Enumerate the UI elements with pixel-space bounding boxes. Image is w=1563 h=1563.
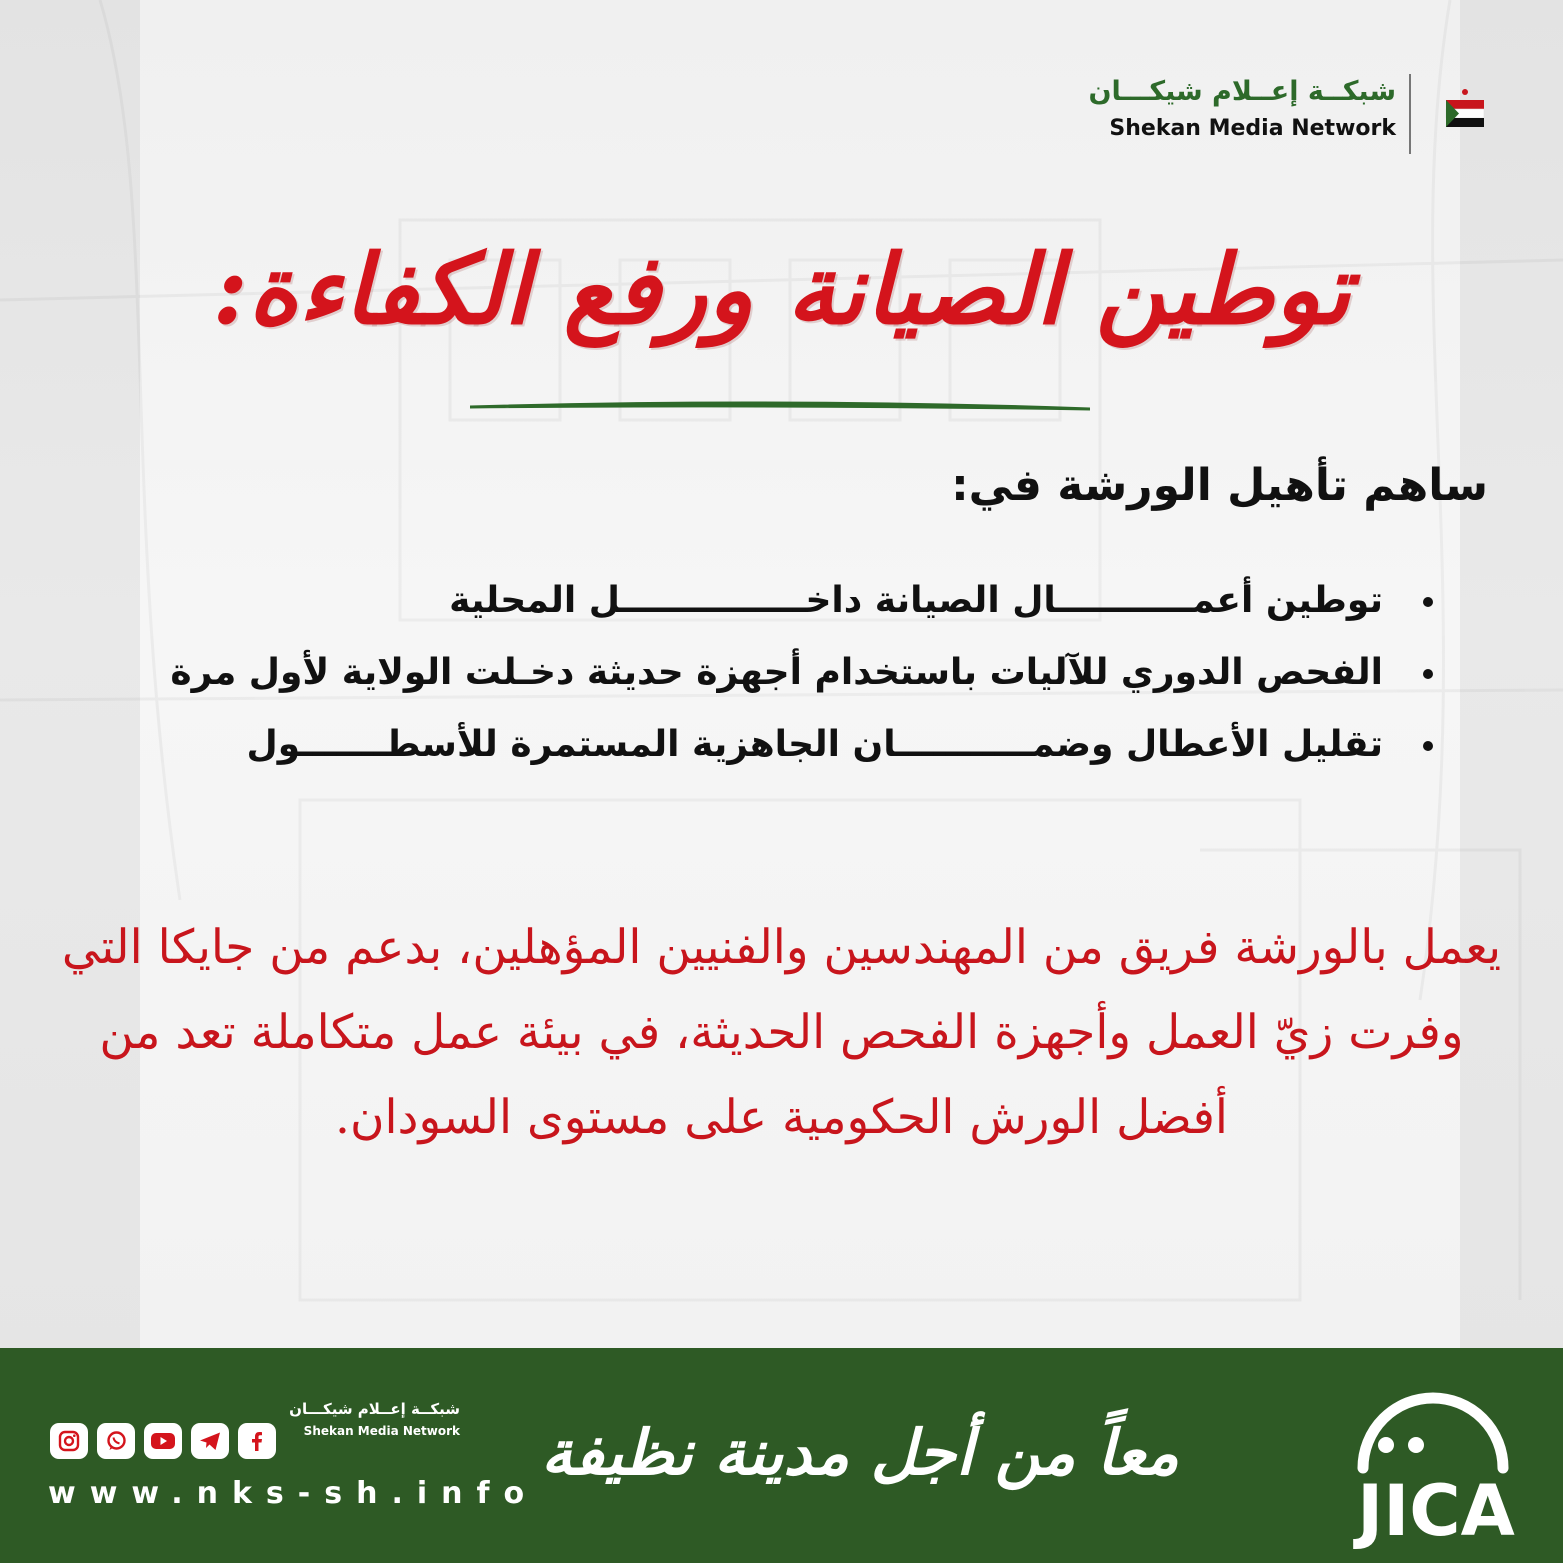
jica-logo-text: JICA [1357, 1470, 1515, 1552]
body-paragraph: يعمل بالورشة فريق من المهندسين والفنيين المؤهلين، بدعم من جايكا التي وفرت زيّ العمل وأجهزة الفحص الحديثة، في بيئة عمل متكاملة تعد من أفضل الورش الحكومية على مستوى السودان. [61, 920, 1502, 1145]
website-link[interactable]: www.nks-sh.info [48, 1476, 539, 1511]
bullet-list [170, 565, 1433, 781]
bullet-dot [1423, 597, 1433, 607]
headline: توطين الصيانة ورفع الكفاءة: [212, 233, 1351, 346]
bullet-dot [1423, 741, 1433, 751]
footer-brand-english: Shekan Media Network [303, 1424, 460, 1438]
list-item [170, 637, 1433, 709]
footer-brand [289, 1400, 460, 1438]
shekan-logo [1088, 70, 1528, 160]
title-underline [470, 400, 1090, 414]
bullet-dot [1423, 669, 1433, 679]
list-item [193, 709, 1433, 781]
footer-bar [0, 1348, 1563, 1563]
intro-text: ساهم تأهيل الورشة في: [951, 460, 1488, 511]
logo-brand-arabic: شبكــة إعــلام شيكـــان [1088, 76, 1396, 107]
facebook-icon[interactable] [238, 1423, 276, 1459]
footer-slogan: معاً من أجل مدينة نظيفة [541, 1416, 1179, 1489]
crescent-flag-icon [1413, 70, 1498, 160]
bullet-text: الفحص الدوري للآليات باستخدام أجهزة حديثة دخـلت الولاية لأول مرة [170, 652, 1383, 693]
jica-logo [1328, 1383, 1518, 1553]
youtube-icon[interactable] [144, 1423, 182, 1459]
instagram-icon[interactable] [50, 1423, 88, 1459]
logo-brand-english: Shekan Media Network [1109, 116, 1396, 141]
bullet-text: تقليل الأعطال وضمـــــــــــان الجاهزية المستمرة للأسطـــــــول [246, 724, 1383, 765]
bullet-text: توطين أعمـــــــــــال الصيانة داخـــــــــــــــل المحلية [449, 580, 1383, 621]
social-links [50, 1423, 276, 1459]
footer-brand-arabic: شبكــة إعــلام شيكـــان [289, 1400, 460, 1418]
logo-divider [1409, 74, 1411, 154]
list-item [193, 565, 1433, 637]
whatsapp-icon[interactable] [97, 1423, 135, 1459]
telegram-icon[interactable] [191, 1423, 229, 1459]
